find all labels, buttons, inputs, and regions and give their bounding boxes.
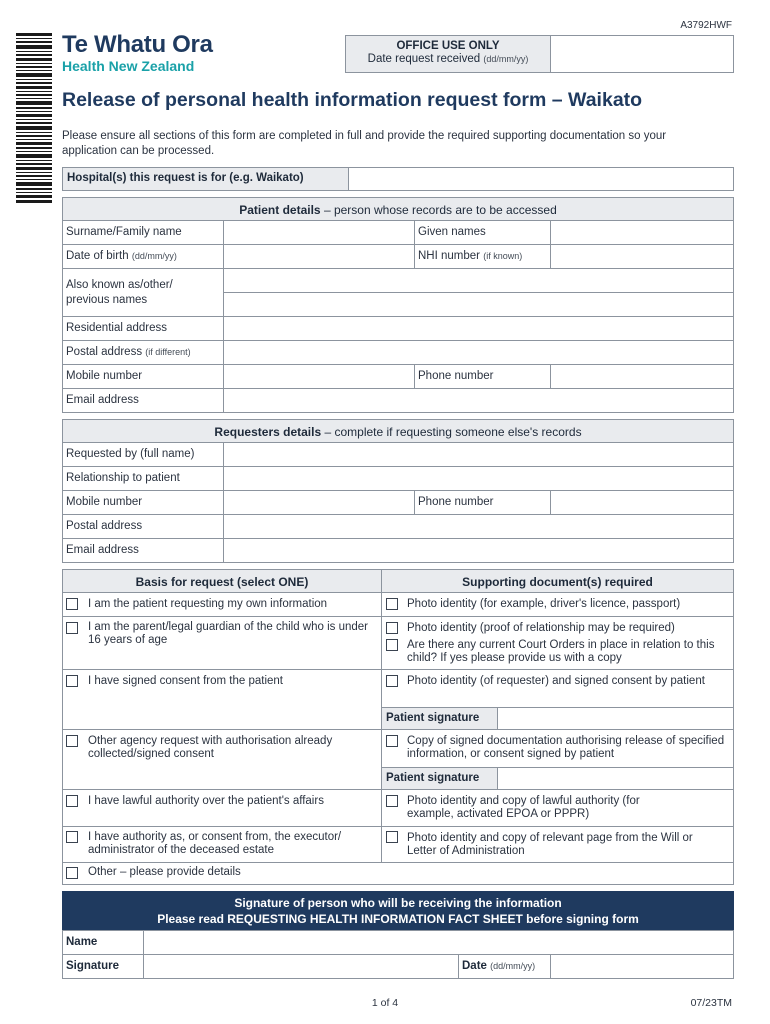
requester-postal-input[interactable] [223,514,734,539]
date-received-field[interactable] [550,35,734,73]
court-orders-checkbox[interactable] [386,639,398,651]
signed-documentation-label: Copy of signed documentation authorising release of specified information, or consent signed by patient [407,735,725,760]
email-label-box: Email address [62,388,224,413]
date-label-box: Date (dd/mm/yy) [458,954,551,979]
requester-mobile-label-box: Mobile number [62,490,224,515]
proof-relationship-label: Photo identity (proof of relationship may be required) [407,622,675,634]
lawful-authority-docs-checkbox[interactable] [386,795,398,807]
proof-relationship-checkbox[interactable] [386,622,398,634]
email-input[interactable] [223,388,734,413]
date-input[interactable] [550,954,734,979]
row-divider [62,826,734,827]
barcode-icon [16,33,52,203]
executor-checkbox[interactable] [66,831,78,843]
name-label-box: Name [62,930,144,955]
signed-consent-label: I have signed consent from the patient [88,675,283,687]
parent-guardian-checkbox[interactable] [66,622,78,634]
nhi-input[interactable] [550,244,734,269]
supporting-docs-header: Supporting document(s) required [381,569,734,593]
aka-input-2[interactable] [223,292,734,317]
requester-photo-id-label: Photo identity (of requester) and signed consent by patient [407,675,705,687]
will-docs-label: Photo identity and copy of relevant page from the Will or Letter of Administration [407,832,693,857]
requester-email-input[interactable] [223,538,734,563]
relationship-input[interactable] [223,466,734,491]
postal-label-box: Postal address (if different) [62,340,224,365]
requester-mobile-input[interactable] [223,490,415,515]
row-divider [62,862,734,863]
hospital-input[interactable] [348,167,734,191]
signature-input[interactable] [143,954,459,979]
requested-by-label-box: Requested by (full name) [62,442,224,467]
other-label: Other – please provide details [88,866,241,878]
lawful-authority-checkbox[interactable] [66,795,78,807]
version-code: 07/23TM [690,997,732,1009]
requester-email-label-box: Email address [62,538,224,563]
requester-photo-id-checkbox[interactable] [386,675,398,687]
intro-text: Please ensure all sections of this form are completed in full and provide the required supporting documentation so your application can be processed. [62,130,667,157]
office-use-title: OFFICE USE ONLY [396,40,500,52]
residential-label-box: Residential address [62,316,224,341]
signature-label-box: Signature [62,954,144,979]
patient-signature-input[interactable] [497,707,734,730]
other-agency-label: Other agency request with authorisation already collected/signed consent [88,735,333,760]
photo-id-label: Photo identity (for example, driver's licence, passport) [407,598,681,610]
photo-id-checkbox[interactable] [386,598,398,610]
relationship-label-box: Relationship to patient [62,466,224,491]
signed-documentation-checkbox[interactable] [386,735,398,747]
logo-subtitle: Health New Zealand [62,58,195,74]
given-names-label-box: Given names [414,220,551,245]
given-names-input[interactable] [550,220,734,245]
mobile-input[interactable] [223,364,415,389]
row-divider [62,616,734,617]
aka-label-box: Also known as/other/ previous names [62,268,224,317]
aka-input-1[interactable] [223,268,734,293]
page-title: Release of personal health information request form – Waikato [62,89,643,111]
row-divider [62,669,734,670]
signature-section-header: Signature of person who will be receiving the information Please read REQUESTING HEALTH INFORMATION FACT SHEET before signing form [62,891,734,931]
patient-details-header: Patient details – person whose records are to be accessed [62,197,734,221]
document-code: A3792HWF [680,20,732,31]
requester-details-header: Requesters details – complete if requesting someone else's records [62,419,734,443]
requester-postal-label-box: Postal address [62,514,224,539]
phone-label-box: Phone number [414,364,551,389]
executor-label: I have authority as, or consent from, the executor/ administrator of the deceased estate [88,831,342,856]
phone-input[interactable] [550,364,734,389]
patient-signature-label-box-2: Patient signature [381,767,498,790]
date-received-label: Date request received (dd/mm/yy) [367,53,529,65]
residential-input[interactable] [223,316,734,341]
patient-signature-input-2[interactable] [497,767,734,790]
parent-guardian-label: I am the parent/legal guardian of the child who is under 16 years of age [88,621,369,646]
surname-label-box: Surname/Family name [62,220,224,245]
surname-input[interactable] [223,220,415,245]
other-checkbox[interactable] [66,867,78,879]
requester-phone-label-box: Phone number [414,490,551,515]
lawful-authority-docs-label: Photo identity and copy of lawful authority (for example, activated EPOA or PPPR) [407,795,640,820]
basis-header: Basis for request (select ONE) [62,569,382,593]
office-use-label-box [345,35,551,73]
dob-input[interactable] [223,244,415,269]
patient-self-label: I am the patient requesting my own information [88,598,328,610]
patient-signature-label-box: Patient signature [381,707,498,730]
name-input[interactable] [143,930,734,955]
mobile-label-box: Mobile number [62,364,224,389]
hospital-label-box [62,167,349,191]
dob-label-box: Date of birth (dd/mm/yy) [62,244,224,269]
postal-input[interactable] [223,340,734,365]
nhi-label-box: NHI number (if known) [414,244,551,269]
page-number: 1 of 4 [371,997,399,1009]
hospital-label: Hospital(s) this request is for (e.g. Waikato) [67,172,304,184]
other-agency-checkbox[interactable] [66,735,78,747]
will-docs-checkbox[interactable] [386,831,398,843]
logo-title: Te Whatu Ora [62,31,213,58]
signed-consent-checkbox[interactable] [66,675,78,687]
requested-by-input[interactable] [223,442,734,467]
lawful-authority-label: I have lawful authority over the patient's affairs [88,795,324,807]
patient-self-checkbox[interactable] [66,598,78,610]
court-orders-label: Are there any current Court Orders in place in relation to this child? If yes please provide us with a copy [407,639,715,664]
requester-phone-input[interactable] [550,490,734,515]
